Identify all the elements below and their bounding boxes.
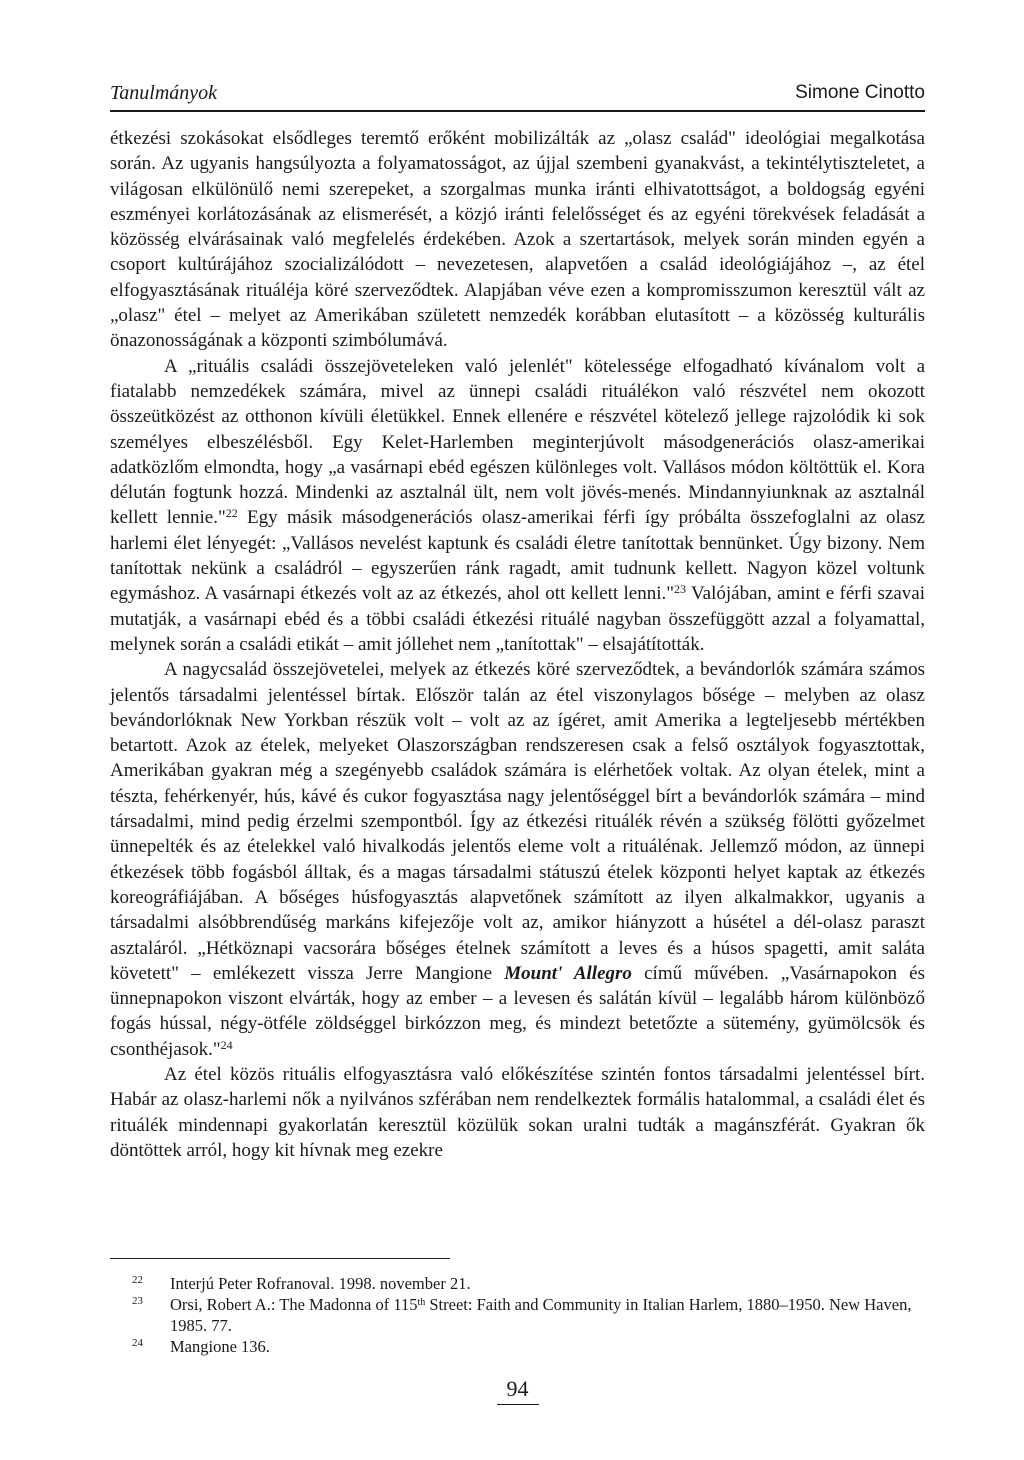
- footnotes: [110, 1273, 925, 1357]
- paragraph-2-text-a: A „rituális családi összejöveteleken való jelenlét" kötelessége elfogadható kívánalom volt a fiatalabb nemzedékek számára, mivel az ünnepi családi rituálékon való részvétel nem okozott összeütközést az otthonon kívüli életükkel. Ennek ellenére e részvétel kötelező jellege rajzolódik ki sok személyes elbeszélésből. Egy Kelet-Harlemben meginterjúvolt másodgenerációs olasz-amerikai adatközlőm elmondta, hogy „a vasárnapi ebéd egészen különleges volt. Vallásos módon költöttük el. Kora délután fogtunk hozzá. Mindenki az asztalnál ült, nem volt jövés-menés. Mindannyiunknak az asztalnál kellett lennie.": [110, 355, 925, 529]
- paragraph-1: étkezési szokásokat elsődleges teremtő erőként mobilizálták az „olasz család" ideológiai megalkotása során. Az ugyanis hangsúlyozta a folyamatosságot, az újjal szembeni gyanakvást, a tekintélytiszteletet, a világosan elkülönülő nemi szerepeket, a szorgalmas munka iránti elhivatottságot, a boldogság egyéni eszményei korlátozásának az elismerését, a közjó iránti felelősséget és az egyéni törekvések feladását a közösség elvárásainak való megfelelés érdekében. Azok a szertartások, melyek során minden egyén a csoport kultúrájához szocializálódott – nevezetesen, alapvetően a család ideológiájához –, az étel elfogyasztásának rituáléja köré szerveződtek. Alapjában véve ezen a kompromisszumon keresztül vált az „olasz" étel – melyet az Amerikában született nemzedék korábban elutasított – a közösség kulturális önazonosságának a központi szimbólumává.: [110, 128, 925, 352]
- footnote-24: [110, 1336, 925, 1357]
- paragraph-4: Az étel közös rituális elfogyasztásra való előkészítése szintén fontos társadalmi jelentéssel bírt. Habár az olasz-harlemi nők a nyilvános szférában nem rendelkeztek formális hatalommal, a családi élet és rituálék mindennapi gyakorlatán keresztül közülük sokan uralni tudták a magánszférát. Gyakran ők döntöttek arról, hogy kit hívnak meg ezekre: [110, 1063, 925, 1161]
- author-name: Simone Cinotto: [795, 82, 925, 103]
- footnote-22: [110, 1273, 925, 1294]
- footnote-divider: [110, 1258, 450, 1259]
- footnote-ref-23[interactable]: 23: [674, 582, 687, 597]
- paragraph-3-text-b: című művében. „Vasárnapokon és ünnepnapokon viszont elvárták, hogy az ember – a levesen és salátán kívül – legalább három különböző fogás hússal, négy-ötféle zöldséggel birkózzon meg, és mindezt betetőzte a sütemény, gyümölcsök és csonthéjasok.": [110, 962, 925, 1060]
- footnote-number: 24: [132, 1337, 143, 1349]
- paragraph-3-text-a: A nagycsalád összejövetelei, melyek az étkezés köré szerveződtek, a bevándorlók számára számos jelentős társadalmi jelentéssel bírtak. Először talán az étel viszonylagos bősége – melyben az olasz bevándorlóknak New Yorkban részük volt – volt az az ígéret, amit Amerika a legteljesebb mértékben betartott. Azok az ételek, melyeket Olaszországban rendszeresen csak a felső osztályok fogyasztottak, Amerikában gyakran még a szegényebb családok számára is elérhetőek voltak. Az olyan ételek, mint a tészta, fehérkenyér, hús, kávé és cukor fogyasztása nagy jelentőséggel bírt a bevándorlók számára – mind társadalmi, mind pedig érzelmi szempontból. Így az étkezési rituálék révén a szükség fölötti győzelmet ünnepelték és az ételekkel való hivalkodás jelentős eleme volt a rituálénak. Jellemző módon, az ünnepi étkezések több fogásból álltak, és a magas társadalmi státuszú ételek központi helyet kaptak az étkezés koreográfiájában. A bőséges húsfogyasztás alapvetőnek számított az ilyen alkalmakkor, ugyanis a társadalmi alsóbbrendűség markáns kifejezője volt az, amikor hiányzott a húsétel a dél-olasz paraszt asztaláról. „Hétköznapi vacsorára bőséges ételnek számított a leves és a húsos spagetti, amit saláta követett" – emlékezett vissza Jerre Mangione: [110, 659, 925, 984]
- section-title: Tanulmányok: [110, 82, 218, 104]
- footnote-text-b: Street: Faith and Community in Italian Harlem, 1880–1950. New Haven, 1985. 77.: [170, 1295, 912, 1335]
- book-title: Mount' Allegro: [504, 962, 632, 984]
- paragraph-2-text-b: Egy másik másodgenerációs olasz-amerikai férfi így próbálta összefoglalni az olasz harlemi élet lényegét: „Vallásos nevelést kaptunk és családi életre tanítottak bennünket. Úgy bizony. Nem tanítottak nekünk a családról – egyszerűen ránk ragadt, amit tudnunk kellett. Nagyon közel voltunk egymáshoz. A vasárnapi étkezés volt az az étkezés, ahol ott kellett lenni.": [110, 507, 925, 605]
- paragraph-2: [110, 354, 925, 658]
- footnote-text: Mangione 136.: [170, 1337, 270, 1356]
- paragraph-3: [110, 657, 925, 1062]
- footnote-number: 23: [132, 1295, 143, 1307]
- footnote-number: 22: [132, 1274, 143, 1286]
- paragraph-2-text-c: Valójában, amint e férfi szavai mutatják, a vasárnapi ebéd és a többi családi étkezési rituálé nagyban összefüggött azzal a folyamattal, melynek során a családi etikát – amit jóllehet nem „tanítottak" – elsajátították.: [110, 583, 925, 655]
- body-text: [110, 126, 925, 1163]
- footnote-text-a: Orsi, Robert A.: The Madonna of 115: [170, 1295, 418, 1314]
- footnote-ref-22[interactable]: 22: [225, 506, 238, 521]
- footnote-superscript: th: [417, 1297, 426, 1308]
- document-page: [110, 0, 925, 1460]
- page-number-value: 94: [497, 1376, 539, 1405]
- running-head: [110, 80, 925, 112]
- footnote-ref-24[interactable]: 24: [220, 1037, 233, 1052]
- footnote-23: [110, 1294, 925, 1336]
- footnote-text: Interjú Peter Rofranoval. 1998. november 21.: [170, 1274, 471, 1293]
- page-number: [110, 1376, 925, 1405]
